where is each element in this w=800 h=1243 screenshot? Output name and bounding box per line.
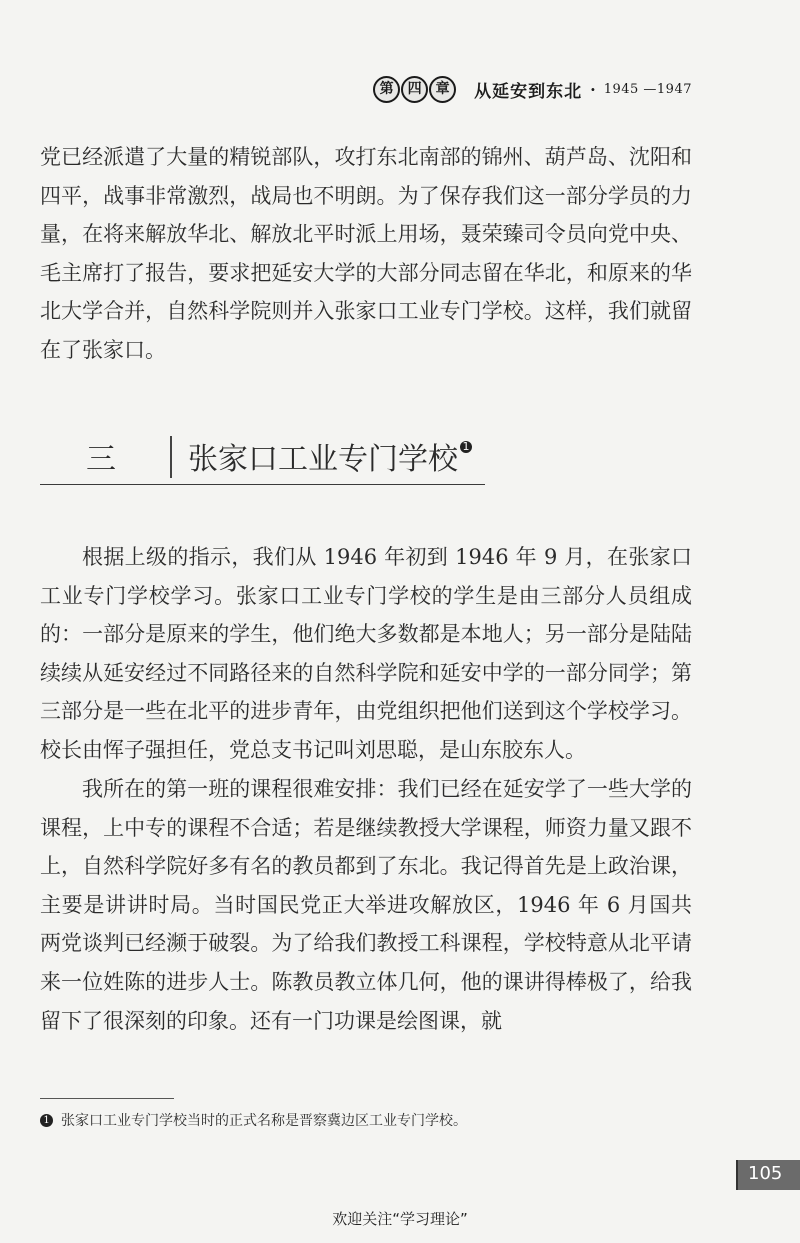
chapter-years: 1945 —1947 [603, 82, 692, 97]
page-number: 105 [748, 1163, 783, 1184]
section-number: 三 [86, 442, 116, 477]
chapter-badge-char: 第 [373, 76, 400, 103]
page-number-tab [736, 1160, 800, 1190]
footnote-text: 张家口工业专门学校当时的正式名称是晋察冀边区工业专门学校。 [61, 1113, 467, 1129]
chapter-badge [373, 76, 456, 103]
footnote [40, 1110, 467, 1130]
footnote-rule [40, 1098, 174, 1099]
section-title: 张家口工业专门学校 [188, 442, 458, 477]
section-divider [170, 436, 172, 478]
chapter-badge-char: 章 [429, 76, 456, 103]
body-paragraph: 我所在的第一班的课程很难安排：我们已经在延安学了一些大学的课程，上中专的课程不合适；若是继续教授大学课程，师资力量又跟不上，自然科学院好多有名的教员都到了东北。我记得首先是上政治课，主要是讲讲时局。当时国民党正大举进攻解放区，1946 年 6 月国共两党谈判已经濒于破裂。为了给我们教授工科课程，学校特意从北平请来一位姓陈的进步人士。陈教员教立体几何，他的课讲得棒极了，给我留下了很深刻的印象。还有一门功课是绘图课，就 [40, 777, 692, 1033]
watermark-caption: 欢迎关注“学习理论” [332, 1210, 468, 1228]
footnote-marker: 1 [40, 1114, 53, 1127]
chapter-badge-char: 四 [401, 76, 428, 103]
header-separator: · [590, 80, 596, 99]
section-title-wrap [188, 434, 472, 478]
chapter-title: 从延安到东北 [474, 82, 583, 102]
body-paragraph: 根据上级的指示，我们从 1946 年初到 1946 年 9 月，在张家口工业专门学校学习。张家口工业专门学校的学生是由三部分人员组成的：一部分是原来的学生，他们绝大多数都是本地人；另一部分是陆陆续续从延安经过不同路径来的自然科学院和延安中学的一部分同学；第三部分是一些在北平的进步青年，由党组织把他们送到这个学校学习。校长由恽子强担任，党总支书记叫刘思聪，是山东胶东人。 [40, 545, 692, 762]
body-paragraph: 党已经派遣了大量的精锐部队，攻打东北南部的锦州、葫芦岛、沈阳和四平，战事非常激烈，战局也不明朗。为了保存我们这一部分学员的力量，在将来解放华北、解放北平时派上用场，聂荣臻司令员向党中央、毛主席打了报告，要求把延安大学的大部分同志留在华北，和原来的华北大学合并，自然科学院则并入张家口工业专门学校。这样，我们就留在了张家口。 [40, 145, 692, 362]
footnote-reference[interactable]: 1 [460, 441, 472, 453]
section-heading [40, 432, 485, 485]
running-header [373, 76, 692, 103]
